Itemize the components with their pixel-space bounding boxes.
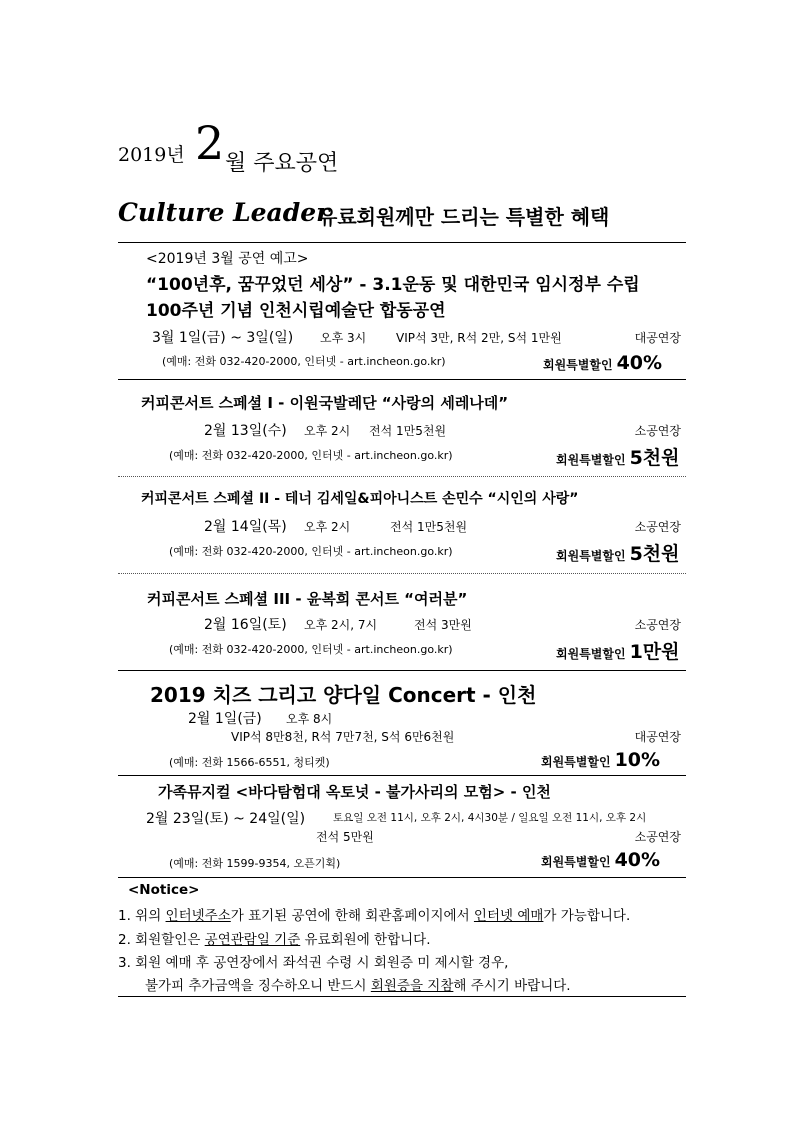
notice-text: 유료회원에 한합니다. [300,932,431,948]
event-discount [556,539,680,566]
discount-value: 40% [616,352,663,374]
divider [118,476,686,477]
divider [118,877,686,878]
event-price: 전석 1만5천원 [369,424,447,438]
brand-name: Culture Leader [118,198,330,227]
header-year: 2019년 [118,144,185,166]
discount-label: 회원특별할인 [541,755,611,769]
event-contact: (예매: 전화 032-420-2000, 인터넷 - art.incheon.go.kr) [169,449,453,462]
divider [118,573,686,574]
divider [118,242,686,243]
header-month-number: 2 [195,116,225,170]
event-title: “100년후, 꿈꾸었던 세상” - 3.1운동 및 대한민국 임시정부 수립 [146,275,640,295]
event-date: 2월 16일(토) [204,617,287,633]
event-discount [541,749,660,771]
notice-text: 가 가능합니다. [543,908,631,924]
notice-text: 불가피 추가금액을 징수하오니 반드시 [145,978,371,994]
event-contact: (예매: 전화 032-420-2000, 인터넷 - art.incheon.go.kr) [169,545,453,558]
event-contact: (예매: 전화 1566-6551, 청티켓) [169,756,330,769]
event-contact: (예매: 전화 032-420-2000, 인터넷 - art.incheon.go.kr) [162,355,446,368]
event-discount [556,443,680,470]
event-title: 커피콘서트 스페셜 III - 윤복희 콘서트 “여러분” [147,590,468,608]
event-title: 커피콘서트 스페셜 II - 테너 김세일&피아니스트 손민수 “시인의 사랑” [141,491,579,507]
discount-label: 회원특별할인 [543,358,613,372]
brand-subtitle: 유료회원께만 드리는 특별한 혜택 [318,205,610,229]
event-date: 3월 1일(금) ~ 3일(일) [152,330,294,346]
event-title: 가족뮤지컬 <바다탐험대 옥토넛 - 불가사리의 모험> - 인천 [158,783,551,801]
event-date: 2월 14일(목) [204,519,287,535]
notice-line-3: 3. 회원 예매 후 공연장에서 좌석권 수령 시 회원증 미 제시할 경우, [118,955,509,971]
event-time: 오후 2시, 7시 [304,618,378,632]
event-contact: (예매: 전화 032-420-2000, 인터넷 - art.incheon.go.kr) [169,643,453,656]
notice-text: 2. 회원할인은 [118,932,205,948]
event-title: 커피콘서트 스페셜 I - 이원국발레단 “사랑의 세레나데” [141,394,509,412]
event-date: 2월 23일(토) ~ 24일(일) [146,811,306,827]
event-time: 오후 8시 [286,712,333,726]
notice-heading: <Notice> [128,882,200,898]
notice-text: 가 표기된 공연에 한해 회관홈페이지에서 [230,908,474,924]
discount-value: 1만원 [629,641,680,663]
event-venue: 소공연장 [634,520,681,534]
event-time: 오후 2시 [304,424,351,438]
notice-underline: 공연관람일 기준 [204,932,301,948]
event-title-line2: 100주년 기념 인천시립예술단 합동공연 [146,301,446,321]
event-discount [556,637,680,664]
discount-value: 40% [614,849,661,871]
notice-text: 해 주시기 바랍니다. [453,978,571,994]
notice-underline: 회원증을 지참 [370,978,454,994]
divider [118,379,686,380]
discount-label: 회원특별할인 [541,855,611,869]
event-price: 전석 5만원 [316,830,374,844]
divider [118,670,686,671]
event-time: 토요일 오전 11시, 오후 2시, 4시30분 / 일요일 오전 11시, 오후 2시 [333,812,647,824]
notice-underline: 인터넷주소 [165,908,231,924]
discount-label: 회원특별할인 [556,647,626,661]
event-time: 오후 2시 [304,520,351,534]
notice-text: 1. 위의 [118,908,166,924]
event-venue: 대공연장 [634,331,681,345]
discount-value: 5천원 [629,447,680,469]
event-venue: 소공연장 [634,830,681,844]
event-price: 전석 3만원 [414,618,472,632]
header-title: 월 주요공연 [225,151,339,176]
event-title: 2019 치즈 그리고 양다일 Concert - 인천 [150,683,537,707]
divider [118,996,686,997]
event-price: VIP석 8만8천, R석 7만7천, S석 6만6천원 [231,730,455,744]
event-discount [543,352,662,374]
event-discount [541,849,660,871]
event-date: 2월 13일(수) [204,423,287,439]
notice-underline: 인터넷 예매 [473,908,544,924]
discount-label: 회원특별할인 [556,453,626,467]
notice-line-4 [145,974,571,994]
event-time: 오후 3시 [320,331,367,345]
event-date: 2월 1일(금) [188,711,262,727]
discount-value: 5천원 [629,543,680,565]
discount-value: 10% [614,749,661,771]
event-venue: 소공연장 [634,618,681,632]
event-price: 전석 1만5천원 [390,520,468,534]
event-venue: 대공연장 [634,730,681,744]
event-preview-label: <2019년 3월 공연 예고> [146,251,309,267]
discount-label: 회원특별할인 [556,549,626,563]
divider [118,775,686,776]
notice-line-1 [118,904,630,924]
event-contact: (예매: 전화 1599-9354, 오픈기획) [169,857,341,870]
notice-line-2 [118,928,431,948]
event-price: VIP석 3만, R석 2만, S석 1만원 [396,331,562,345]
event-venue: 소공연장 [634,424,681,438]
